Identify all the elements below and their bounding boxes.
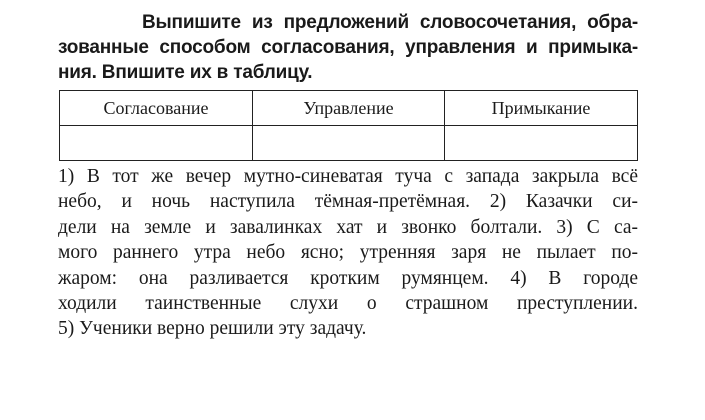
text-line: 5) Ученики верно решили эту задачу. xyxy=(58,318,367,340)
answer-cell-government[interactable] xyxy=(253,126,445,161)
text-line: небо, и ночь наступила тёмная-претёмная. 2) Казачки си- xyxy=(58,191,638,213)
task-instruction xyxy=(58,10,638,85)
header-adjunction: Примыкание xyxy=(445,91,638,126)
table-header-row xyxy=(60,91,638,126)
text-line: ходили таинственные слухи о страшном преступлении. xyxy=(58,293,638,315)
answer-cell-adjunction[interactable] xyxy=(445,126,638,161)
task-line: ния. Впишите их в таблицу. xyxy=(58,62,313,83)
header-government: Управление xyxy=(253,91,445,126)
sentences-text xyxy=(58,164,638,342)
text-line: мого раннего утра небо ясно; утренняя заря не пылает по- xyxy=(58,242,638,264)
text-line: дели на земле и завалинках хат и звонко болтали. 3) С са- xyxy=(58,216,638,238)
text-line: жаром: она разливается кротким румянцем. 4) В городе xyxy=(58,267,638,289)
answer-table xyxy=(59,90,638,161)
task-line: Выпишите из предложений словосочетания, обра- xyxy=(142,12,638,33)
table-answer-row xyxy=(60,126,638,161)
header-agreement: Согласование xyxy=(60,91,253,126)
task-line: зованные способом согласования, управления и примыка- xyxy=(58,37,638,58)
text-line: 1) В тот же вечер мутно-синеватая туча с запада закрыла всё xyxy=(58,166,638,187)
answer-cell-agreement[interactable] xyxy=(60,126,253,161)
